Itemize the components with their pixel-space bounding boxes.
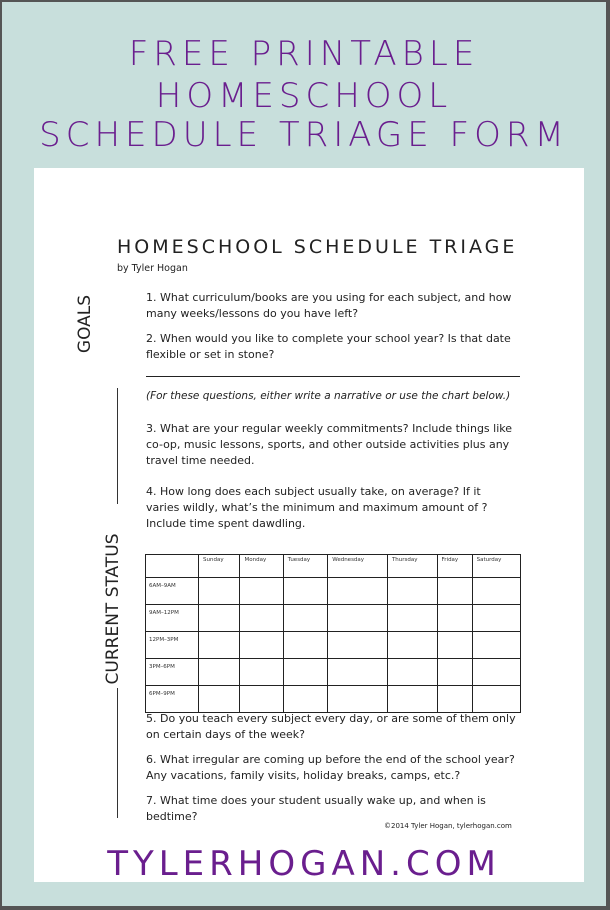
schedule-cell[interactable] <box>283 686 327 713</box>
question-3: 3. What are your regular weekly commitments? Include things like co-op, music lessons, sports, and other outside activities plus any travel time needed. <box>146 422 513 467</box>
time-slot-label: 6AM–9AM <box>146 578 199 605</box>
schedule-cell[interactable] <box>199 686 240 713</box>
question-5: 5. Do you teach every subject every day, or are some of them only on certain days of the week? <box>146 712 516 741</box>
schedule-cell[interactable] <box>387 686 437 713</box>
question-4: 4. How long does each subject usually take, on average? If it varies wildly, what’s the minimum and maximum amount of ? Include time spent dawdling. <box>146 485 488 530</box>
schedule-cell[interactable] <box>472 578 520 605</box>
question-2: 2. When would you like to complete your school year? Is that date flexible or set in stone? <box>146 332 511 361</box>
schedule-cell[interactable] <box>387 605 437 632</box>
schedule-cell[interactable] <box>437 578 472 605</box>
schedule-row <box>146 659 521 686</box>
current-status-section-label: CURRENT STATUS <box>103 533 123 685</box>
schedule-cell[interactable] <box>387 659 437 686</box>
pin-frame <box>2 2 606 906</box>
question-7: 7. What time does your student usually wake up, and when is bedtime? <box>146 794 486 823</box>
schedule-cell[interactable] <box>437 632 472 659</box>
schedule-row <box>146 632 521 659</box>
schedule-cell[interactable] <box>472 605 520 632</box>
schedule-cell[interactable] <box>199 578 240 605</box>
schedule-cell[interactable] <box>240 632 283 659</box>
schedule-cell[interactable] <box>199 659 240 686</box>
schedule-cell[interactable] <box>328 686 388 713</box>
schedule-cell[interactable] <box>472 659 520 686</box>
schedule-cell[interactable] <box>437 659 472 686</box>
banner-line-2: HOMESCHOOL <box>155 76 453 116</box>
schedule-cell[interactable] <box>240 578 283 605</box>
schedule-cell[interactable] <box>283 578 327 605</box>
day-header: Tuesday <box>283 555 327 578</box>
schedule-cell[interactable] <box>283 605 327 632</box>
day-header: Monday <box>240 555 283 578</box>
question-6: 6. What irregular are coming up before the end of the school year? Any vacations, family visits, holiday breaks, camps, etc.? <box>146 753 515 782</box>
schedule-header-row <box>146 555 521 578</box>
question-1: 1. What curriculum/books are you using for each subject, and how many weeks/lessons do you have left? <box>146 291 512 320</box>
schedule-cell[interactable] <box>437 605 472 632</box>
schedule-cell[interactable] <box>240 686 283 713</box>
schedule-row <box>146 686 521 713</box>
time-slot-label: 6PM–9PM <box>146 686 199 713</box>
schedule-cell[interactable] <box>240 605 283 632</box>
schedule-cell[interactable] <box>328 632 388 659</box>
schedule-cell[interactable] <box>387 632 437 659</box>
schedule-cell[interactable] <box>328 659 388 686</box>
time-slot-label: 3PM–6PM <box>146 659 199 686</box>
schedule-cell[interactable] <box>199 632 240 659</box>
schedule-row <box>146 605 521 632</box>
form-sheet <box>34 168 584 882</box>
status-line-bottom <box>117 688 118 818</box>
section-divider <box>146 376 520 377</box>
copyright-notice: ©2014 Tyler Hogan, tylerhogan.com <box>384 822 512 830</box>
schedule-corner-cell <box>146 555 199 578</box>
document-byline: by Tyler Hogan <box>117 263 188 274</box>
schedule-cell[interactable] <box>472 686 520 713</box>
banner-line-3: SCHEDULE TRIAGE FORM <box>39 115 569 155</box>
schedule-cell[interactable] <box>472 632 520 659</box>
schedule-cell[interactable] <box>437 686 472 713</box>
schedule-cell[interactable] <box>387 578 437 605</box>
day-header: Sunday <box>199 555 240 578</box>
status-line-top <box>117 388 118 504</box>
time-slot-label: 12PM–3PM <box>146 632 199 659</box>
schedule-cell[interactable] <box>328 605 388 632</box>
goals-section-label: GOALS <box>75 294 95 354</box>
time-slot-label: 9AM–12PM <box>146 605 199 632</box>
footer-site-link[interactable]: TYLERHOGAN.COM <box>107 844 501 884</box>
schedule-chart <box>145 554 521 713</box>
day-header: Friday <box>437 555 472 578</box>
schedule-cell[interactable] <box>283 632 327 659</box>
schedule-cell[interactable] <box>240 659 283 686</box>
day-header: Saturday <box>472 555 520 578</box>
schedule-row <box>146 578 521 605</box>
schedule-cell[interactable] <box>328 578 388 605</box>
day-header: Thursday <box>387 555 437 578</box>
schedule-cell[interactable] <box>283 659 327 686</box>
chart-note: (For these questions, either write a narrative or use the chart below.) <box>146 390 511 402</box>
schedule-cell[interactable] <box>199 605 240 632</box>
document-title: HOMESCHOOL SCHEDULE TRIAGE <box>117 236 518 258</box>
banner-line-1: FREE PRINTABLE <box>128 34 480 74</box>
day-header: Wednesday <box>328 555 388 578</box>
